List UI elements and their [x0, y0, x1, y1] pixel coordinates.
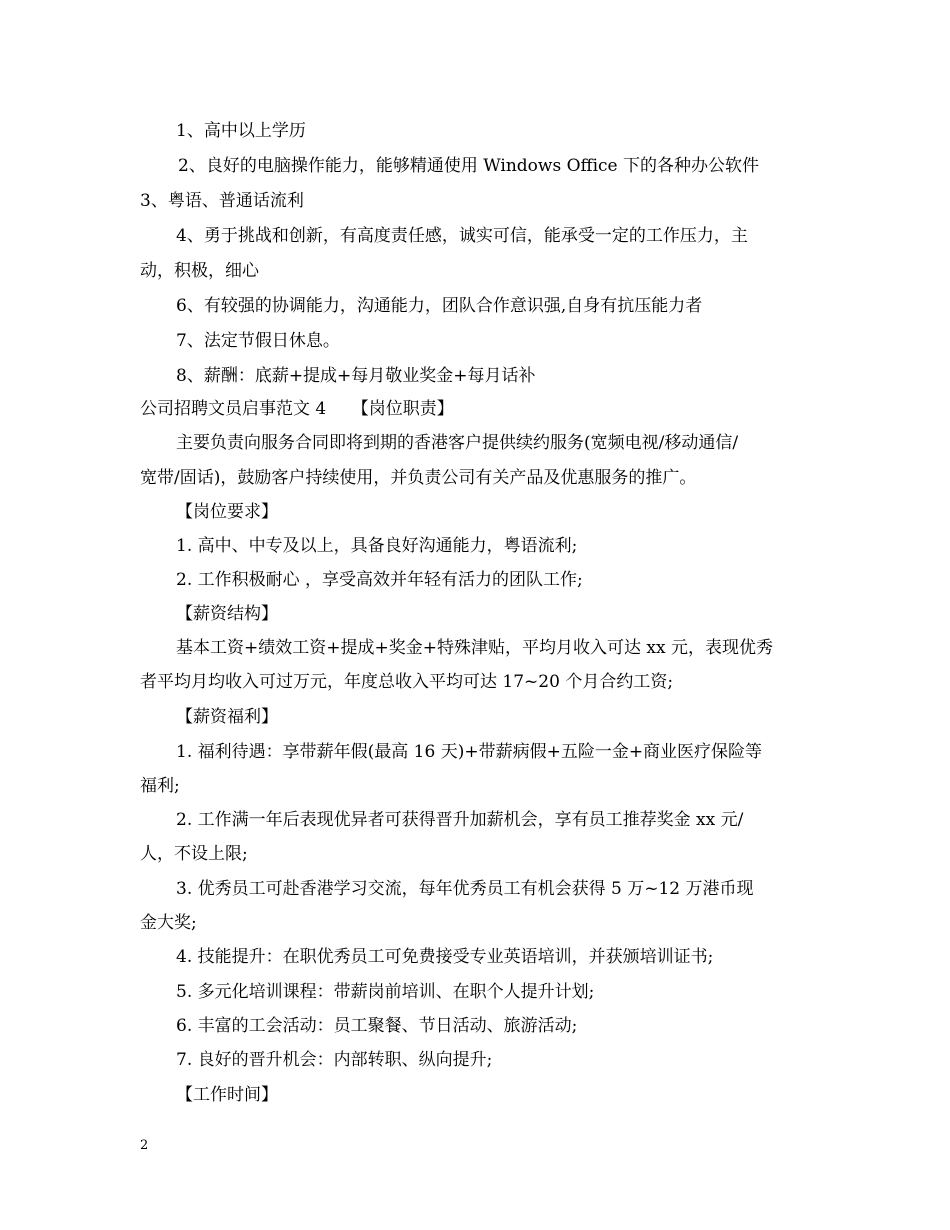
page-number: 2	[140, 1138, 149, 1153]
req-item-1: 1. 高中、中专及以上，具备良好沟通能力，粤语流利;	[176, 536, 578, 556]
requirement-4: 4、勇于挑战和创新，有高度责任感，诚实可信，能承受一定的工作压力，主	[176, 226, 748, 246]
benefit-5: 5. 多元化培训课程：带薪岗前培训、在职个人提升计划;	[176, 982, 595, 1002]
benefit-2-cont: 人，不设上限;	[140, 844, 248, 864]
salary-paragraph: 基本工资+绩效工资+提成+奖金+特殊津贴，平均月收入可达 xx 元，表现优秀	[176, 638, 773, 658]
req-item-2: 2. 工作积极耐心 ，享受高效并年轻有活力的团队工作;	[176, 570, 583, 590]
duty-paragraph: 主要负责向服务合同即将到期的香港客户提供续约服务(宽频电视/移动通信/	[176, 433, 739, 453]
requirement-8: 8、薪酬：底薪+提成+每月敬业奖金+每月话补	[176, 366, 536, 386]
requirement-7: 7、法定节假日休息。	[176, 331, 340, 351]
heading-requirements: 【岗位要求】	[176, 502, 278, 522]
benefit-7: 7. 良好的晋升机会：内部转职、纵向提升;	[176, 1050, 493, 1070]
section-title-4: 公司招聘文员启事范文 4 【岗位职责】	[140, 399, 454, 419]
duty-paragraph-cont: 宽带/固话)，鼓励客户持续使用，并负责公司有关产品及优惠服务的推广。	[140, 468, 697, 488]
benefit-1-cont: 福利;	[140, 776, 180, 796]
benefit-6: 6. 丰富的工会活动：员工聚餐、节日活动、旅游活动;	[176, 1016, 578, 1036]
heading-salary-structure: 【薪资结构】	[176, 604, 278, 624]
requirement-6: 6、有较强的协调能力，沟通能力，团队合作意识强,自身有抗压能力者	[176, 296, 703, 316]
benefit-3-cont: 金大奖;	[140, 913, 197, 933]
heading-work-time: 【工作时间】	[176, 1085, 278, 1105]
requirement-2: 2、良好的电脑操作能力，能够精通使用 Windows Office 下的各种办公软件	[178, 156, 760, 176]
salary-paragraph-cont: 者平均月均收入可过万元，年度总收入平均可达 17~20 个月合约工资;	[140, 672, 674, 692]
requirement-3: 3、粤语、普通话流利	[140, 191, 304, 211]
benefit-4: 4. 技能提升：在职优秀员工可免费接受专业英语培训，并获颁培训证书;	[176, 947, 714, 967]
requirement-4-cont: 动，积极，细心	[140, 261, 259, 281]
benefit-1: 1. 福利待遇：享带薪年假(最高 16 天)+带薪病假+五险一金+商业医疗保险等	[176, 742, 763, 762]
benefit-2: 2. 工作满一年后表现优异者可获得晋升加薪机会，享有员工推荐奖金 xx 元/	[176, 810, 744, 830]
requirement-1: 1、高中以上学历	[176, 121, 306, 141]
heading-benefits: 【薪资福利】	[176, 707, 278, 727]
benefit-3: 3. 优秀员工可赴香港学习交流，每年优秀员工有机会获得 5 万~12 万港币现	[176, 879, 754, 899]
